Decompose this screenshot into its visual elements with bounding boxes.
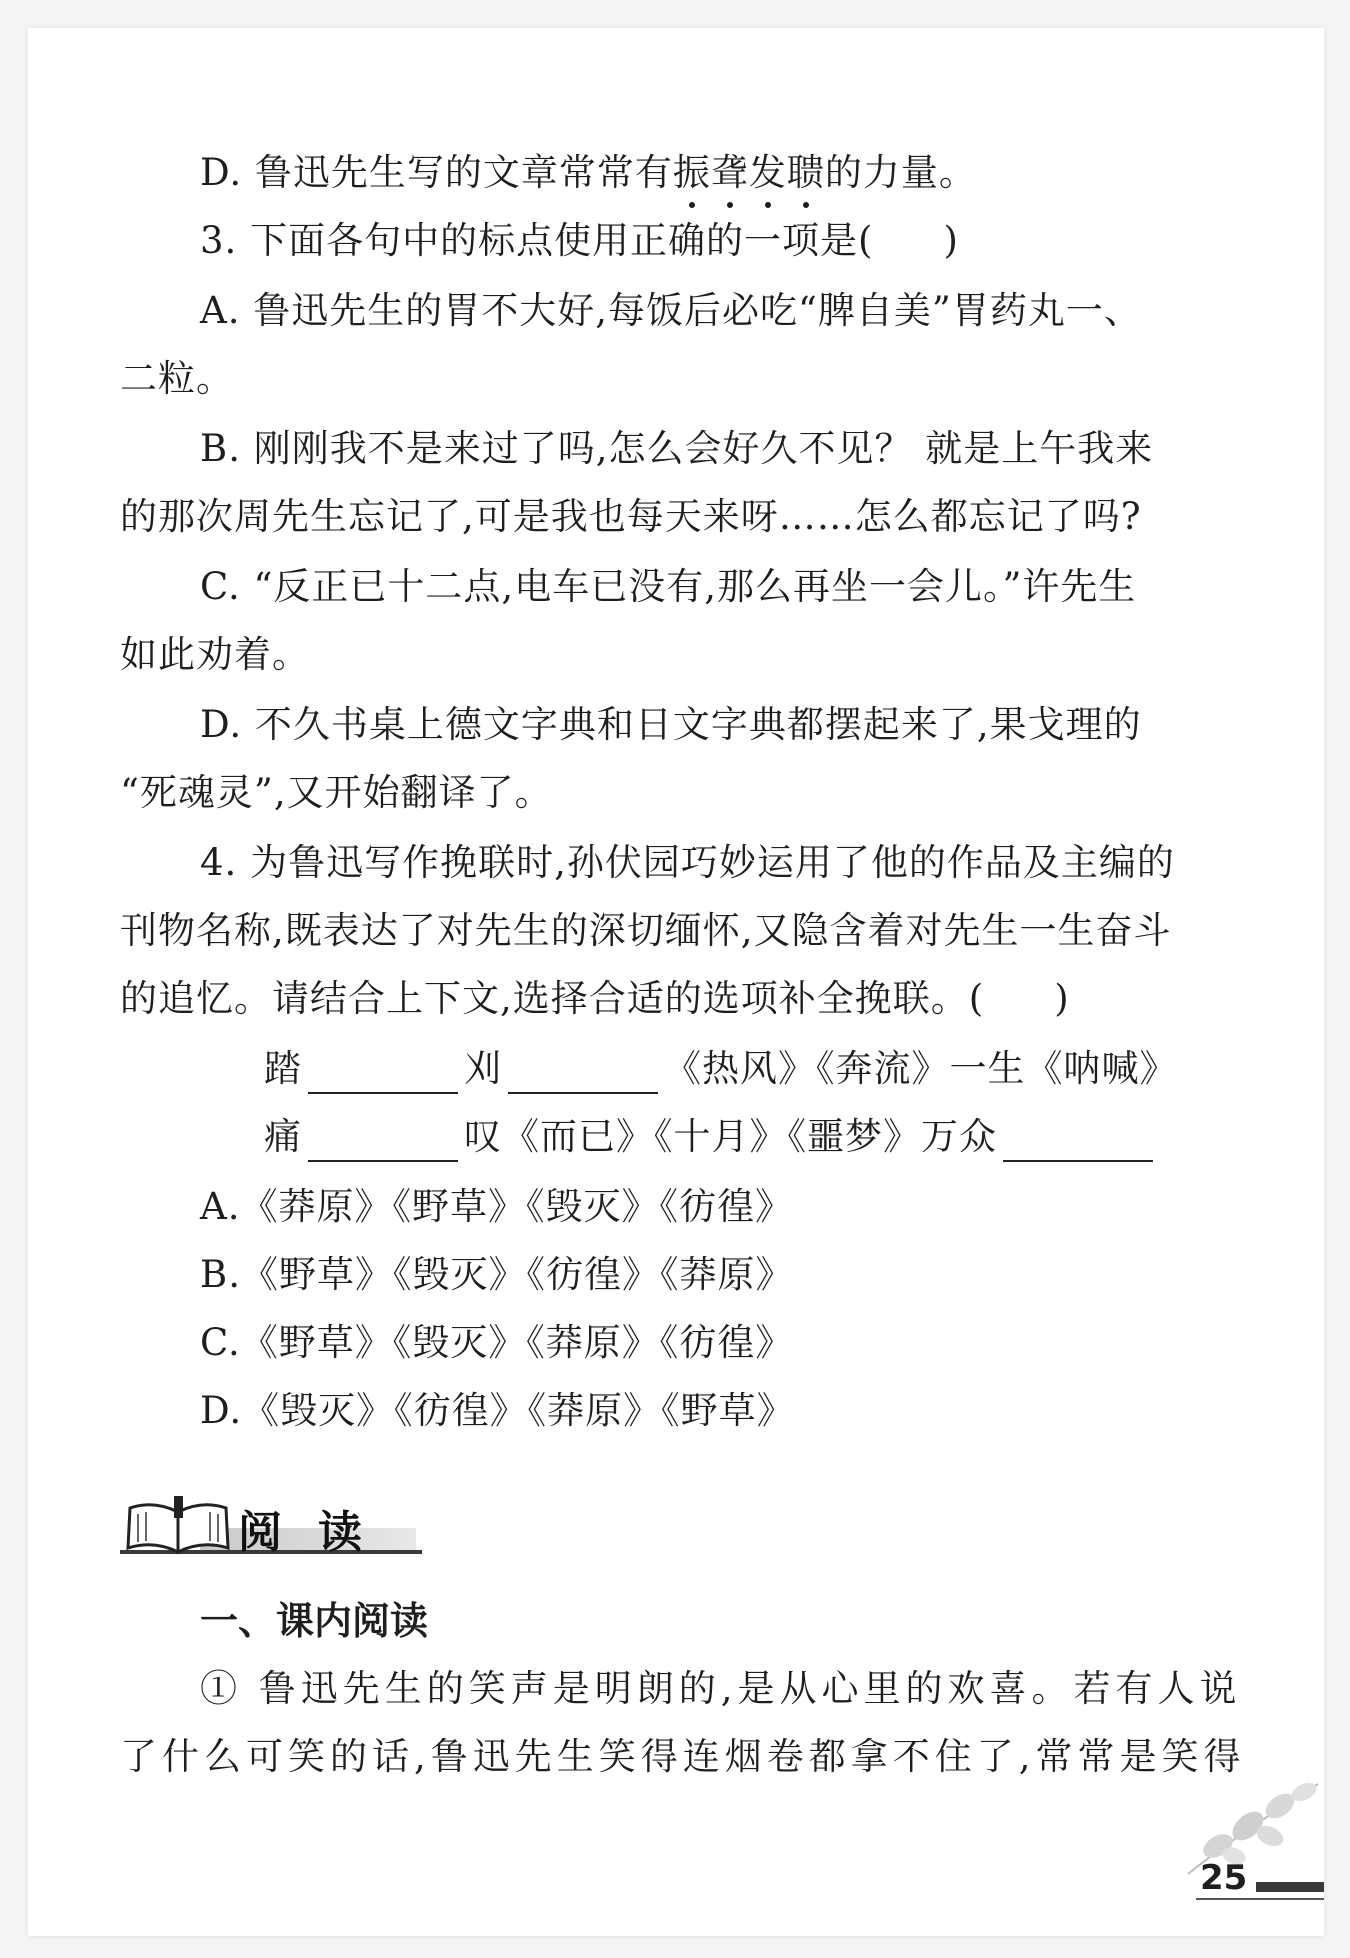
page-number-rule	[1196, 1898, 1324, 1900]
couplet-line-2	[264, 1112, 1159, 1162]
emphasized-char: 聩	[787, 148, 825, 198]
q3-option-b-line2: 的那次周先生忘记了,可是我也每天来呀……怎么都忘记了吗?	[120, 495, 1142, 538]
couplet-text: 《热风》《奔流》一生《呐喊》	[664, 1047, 1178, 1090]
couplet-line-1	[264, 1044, 1178, 1094]
section-heading	[120, 1494, 422, 1558]
page-number-bar	[1256, 1882, 1324, 1892]
q4-stem-line3	[120, 974, 1070, 1024]
q4-option-c: C.《野草》《毁灭》《莽原》《彷徨》	[200, 1321, 794, 1364]
q3-stem	[200, 216, 959, 266]
q4-stem-line1: 4. 为鲁迅写作挽联时,孙伏园巧妙运用了他的作品及主编的	[200, 841, 1175, 884]
q2-option-d-text: D. 鲁迅先生写的文章常常有	[200, 151, 673, 194]
couplet-blank[interactable]	[508, 1054, 658, 1094]
q3-option-a-line1: A. 鲁迅先生的胃不大好,每饭后必吃“脾自美”胃药丸一、	[200, 289, 1142, 332]
passage-line-1: ① 鲁迅先生的笑声是明朗的,是从心里的欢喜。若有人说	[200, 1667, 1242, 1710]
open-book-icon	[124, 1494, 234, 1556]
q4-option-a: A.《莽原》《野草》《毁灭》《彷徨》	[200, 1185, 793, 1228]
section-title: 阅读	[238, 1507, 398, 1558]
couplet-word: 踏	[264, 1047, 302, 1090]
q3-option-a-line2: 二粒。	[120, 357, 234, 400]
couplet-blank[interactable]	[308, 1122, 458, 1162]
q2-option-d	[200, 148, 977, 198]
q4-option-d: D.《毁灭》《彷徨》《莽原》《野草》	[200, 1389, 795, 1432]
page-number: 25	[1200, 1858, 1248, 1898]
couplet-text: 叹《而已》《十月》《噩梦》万众	[464, 1115, 997, 1158]
q3-stem-close: )	[943, 219, 959, 262]
emphasized-char: 发	[749, 148, 787, 198]
q4-stem-line2: 刊物名称,既表达了对先生的深切缅怀,又隐含着对先生一生奋斗	[120, 909, 1172, 952]
q3-stem-text: 3. 下面各句中的标点使用正确的一项是(	[200, 219, 874, 262]
passage-line-2: 了什么可笑的话,鲁迅先生笑得连烟卷都拿不住了,常常是笑得	[120, 1735, 1246, 1778]
emphasized-char: 振	[673, 148, 711, 198]
couplet-blank[interactable]	[1003, 1122, 1153, 1162]
q2-option-d-end: 的力量。	[824, 151, 977, 194]
q3-option-d-line1: D. 不久书桌上德文字典和日文字典都摆起来了,果戈理的	[200, 703, 1142, 746]
q4-option-b: B.《野草》《毁灭》《彷徨》《莽原》	[200, 1253, 794, 1296]
q4-stem-line3-text: 的追忆。请结合上下文,选择合适的选项补全挽联。(	[120, 977, 985, 1020]
q3-option-b-line1: B. 刚刚我不是来过了吗,怎么会好久不见？ 就是上午我来	[200, 427, 1154, 470]
q3-option-c-line2: 如此劝着。	[120, 633, 310, 676]
couplet-word: 刈	[464, 1047, 502, 1090]
q4-stem-line3-close: )	[1054, 977, 1070, 1020]
emphasized-char: 聋	[711, 148, 749, 198]
q3-option-d-line2: “死魂灵”,又开始翻译了。	[120, 771, 553, 814]
q3-option-c-line1: C. “反正已十二点,电车已没有,那么再坐一会儿。”许先生	[200, 565, 1137, 608]
reading-subheading: 一、课内阅读	[200, 1599, 429, 1643]
couplet-blank[interactable]	[308, 1054, 458, 1094]
couplet-word: 痛	[264, 1115, 302, 1158]
